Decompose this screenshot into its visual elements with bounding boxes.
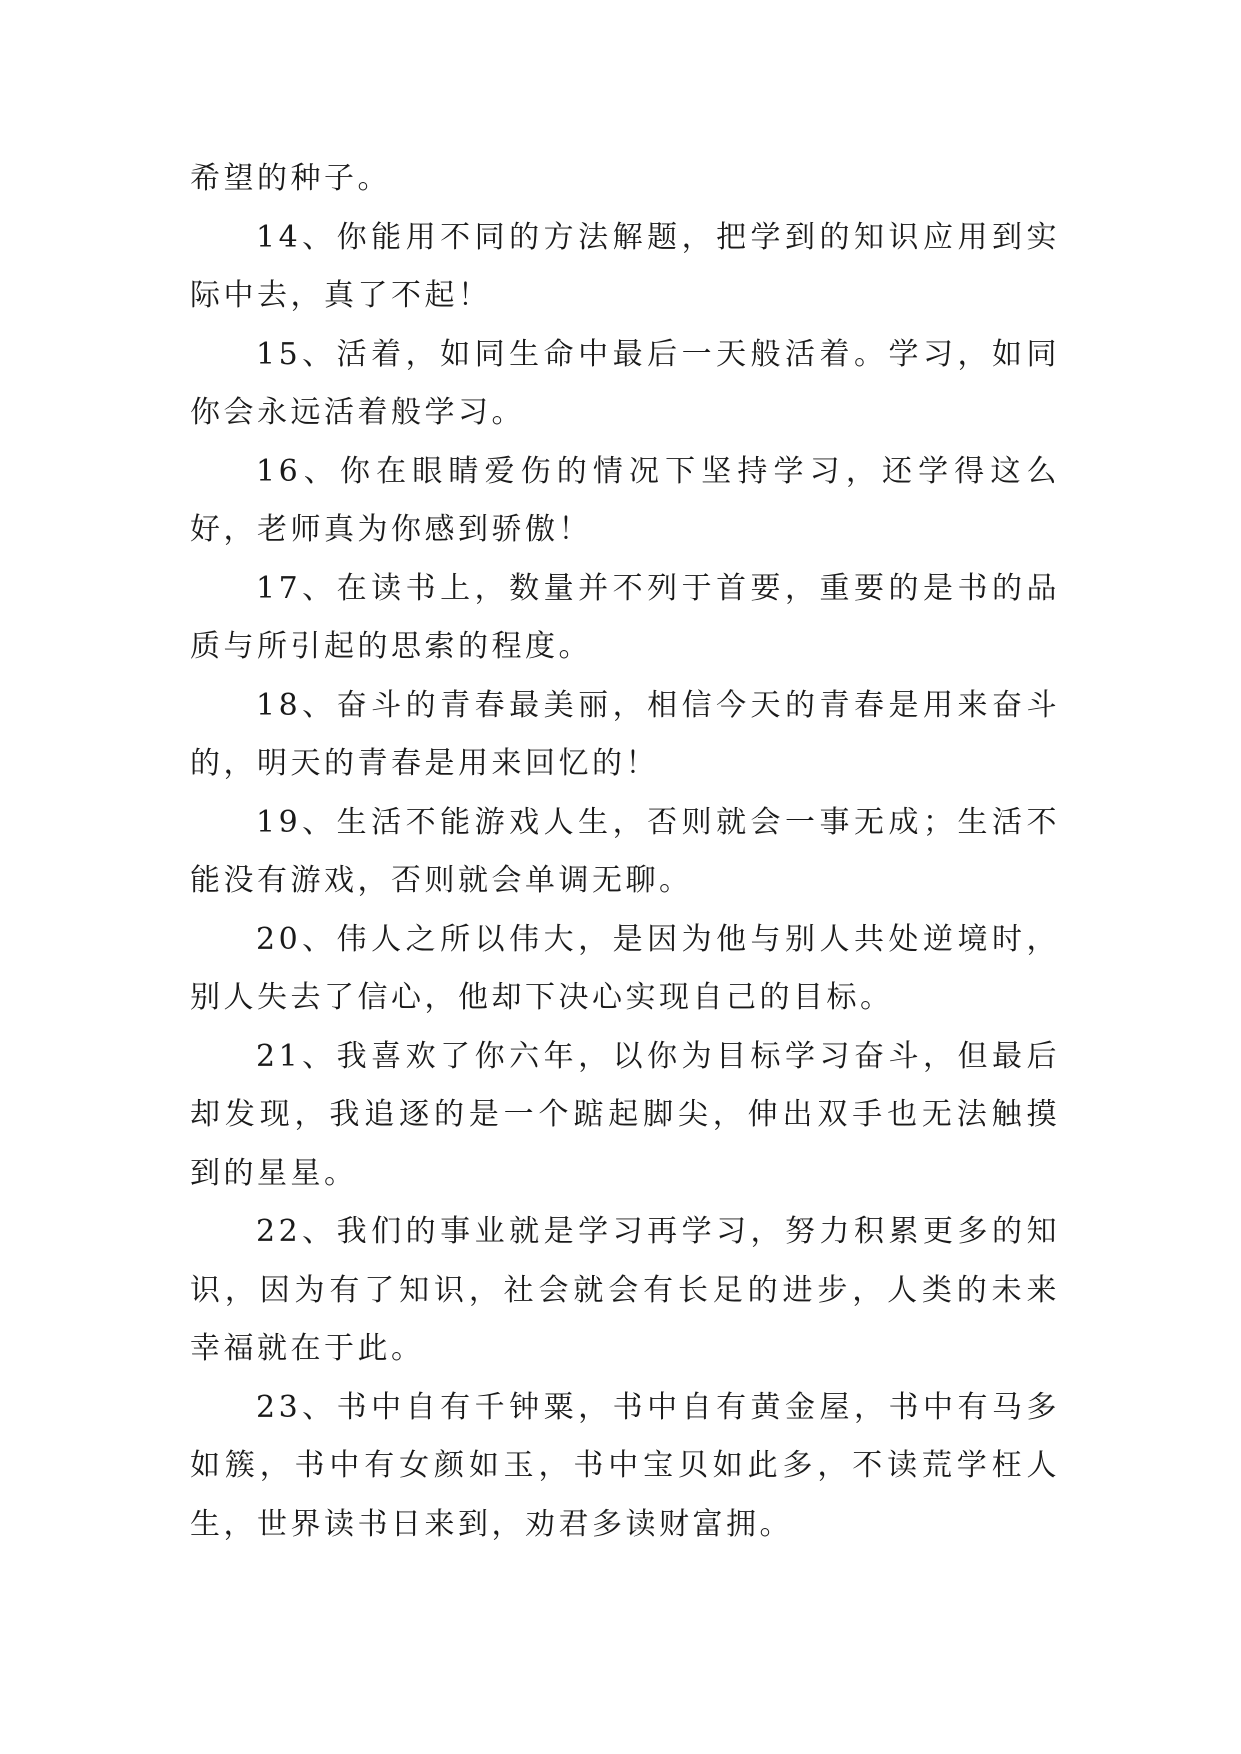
paragraph-item-18: 18、奋斗的青春最美丽，相信今天的青春是用来奋斗的，明天的青春是用来回忆的！ <box>190 687 1060 781</box>
paragraph-continuation: 希望的种子。 <box>190 161 391 196</box>
paragraph-item-15: 15、活着，如同生命中最后一天般活着。学习，如同你会永远活着般学习。 <box>190 336 1060 430</box>
paragraph-item-19: 19、生活不能游戏人生，否则就会一事无成；生活不能没有游戏，否则就会单调无聊。 <box>190 804 1060 898</box>
paragraph-item-23: 23、书中自有千钟粟，书中自有黄金屋，书中有马多如簇，书中有女颜如玉，书中宝贝如此多，不读荒学枉人生，世界读书日来到，劝君多读财富拥。 <box>190 1389 1060 1542</box>
paragraph-item-20: 20、伟人之所以伟大，是因为他与别人共处逆境时，别人失去了信心，他却下决心实现自己的目标。 <box>190 921 1060 1015</box>
paragraph-item-17: 17、在读书上，数量并不列于首要，重要的是书的品质与所引起的思索的程度。 <box>190 570 1060 664</box>
paragraph-item-16: 16、你在眼睛爱伤的情况下坚持学习，还学得这么好，老师真为你感到骄傲！ <box>190 453 1060 547</box>
paragraph-item-21: 21、我喜欢了你六年，以你为目标学习奋斗，但最后却发现，我追逐的是一个踮起脚尖，伸出双手也无法触摸到的星星。 <box>190 1038 1060 1191</box>
document-body <box>190 150 1060 1554</box>
paragraph-item-14: 14、你能用不同的方法解题，把学到的知识应用到实际中去，真了不起！ <box>190 219 1060 313</box>
paragraph-item-22: 22、我们的事业就是学习再学习，努力积累更多的知识，因为有了知识，社会就会有长足的进步，人类的未来幸福就在于此。 <box>190 1214 1060 1366</box>
